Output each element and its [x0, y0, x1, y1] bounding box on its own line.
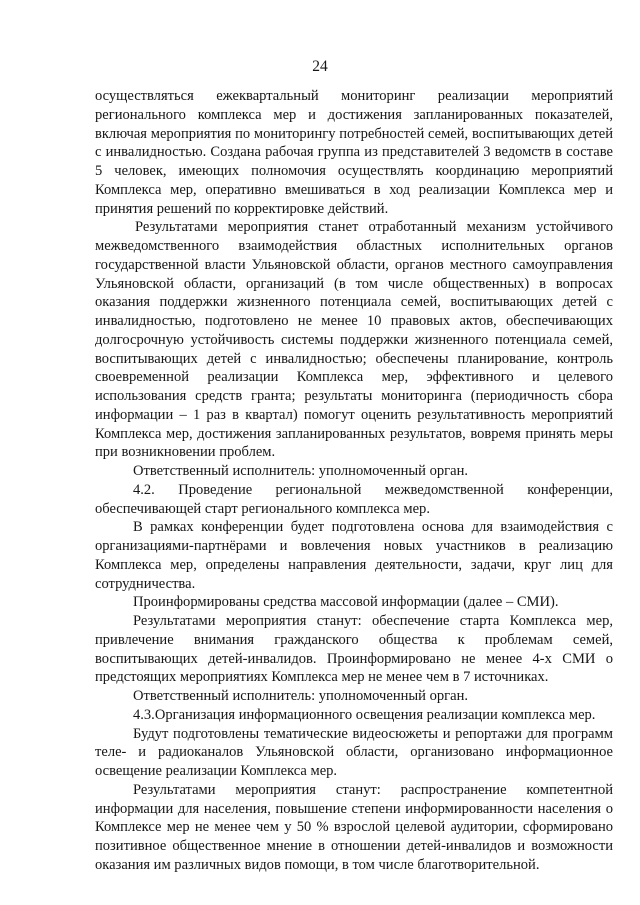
- document-body: [95, 87, 613, 875]
- paragraph-conference: В рамках конференции будет подготовлена основа для взаимодействия с организациями-партнёрами и вовлечения новых участников в реализацию Комплекса мер, определены направления деятельности, задачи, круг лиц для сотрудничества.: [95, 519, 613, 592]
- paragraph-responsible-2: Ответственный исполнитель: уполномоченный орган.: [133, 688, 468, 704]
- paragraph-responsible-1: Ответственный исполнитель: уполномоченный орган.: [133, 463, 468, 479]
- paragraph-monitoring: осуществляться ежеквартальный мониторинг реализации мероприятий регионального комплекса мер и достижения запланированных показателей, включая мероприятия по мониторингу потребностей семей, воспитывающих детей с инвалидностью. Создана рабочая группа из представителей 3 ведомств в составе 5 человек, имеющих полномочия осуществлять координацию мероприятий Комплекса мер, оперативно вмешиваться в ход реализации Комплекса мер и принятия решений по корректировке действий.: [95, 88, 613, 217]
- paragraph-item-4-2: 4.2. Проведение региональной межведомственной конференции, обеспечивающей старт регионального комплекса мер.: [95, 481, 613, 517]
- paragraph-item-4-3: 4.3.Организация информационного освещения реализации комплекса мер.: [133, 706, 596, 723]
- paragraph-media-informed: Проинформированы средства массовой информации (далее – СМИ).: [133, 594, 559, 611]
- paragraph-results-start: Результатами мероприятия станут: обеспечение старта Комплекса мер, привлечение внимания гражданского общества к проблемам семей, воспитывающих детей-инвалидов. Проинформировано не менее 4-х СМИ о предстоящих мероприятиях Комплекса мер не менее чем в 7 источниках.: [95, 613, 613, 686]
- paragraph-video: Будут подготовлены тематические видеосюжеты и репортажи для программ теле- и радиоканалов Ульяновской области, организовано информационное освещение реализации Комплекса мер.: [95, 725, 613, 779]
- paragraph-results-information: Результатами мероприятия станут: распространение компетентной информации для населения, повышение степени информированности населения о Комплексе мер не менее чем у 50 % взрослой целевой аудитории, сформировано позитивное общественное мнение в отношении детей-инвалидов и возможности оказания им различных видов помощи, в том числе благотворительной.: [95, 781, 613, 873]
- paragraph-results-mechanism: Результатами мероприятия станет отработанный механизм устойчивого межведомственного взаимодействия областных исполнительных органов государственной власти Ульяновской области, органов местного самоуправления Ульяновской области, организаций (в том числе общественных) в вопросах оказания поддержки жизненного потенциала семей, воспитывающих детей с инвалидностью, подготовлено не менее 10 правовых актов, обеспечивающих долгосрочную устойчивость системы поддержки жизненного потенциала семей, воспитывающих детей с инвалидностью; обеспечены планирование, контроль своевременной реализации Комплекса мер, эффективного и целевого использования средств гранта; результаты мониторинга (периодичность сбора информации – 1 раз в квартал) помогут оценить результативность мероприятий Комплекса мер, достижения запланированных результатов, вовремя принять меры при возникновении проблем.: [95, 219, 613, 461]
- page-number: 24: [312, 58, 328, 75]
